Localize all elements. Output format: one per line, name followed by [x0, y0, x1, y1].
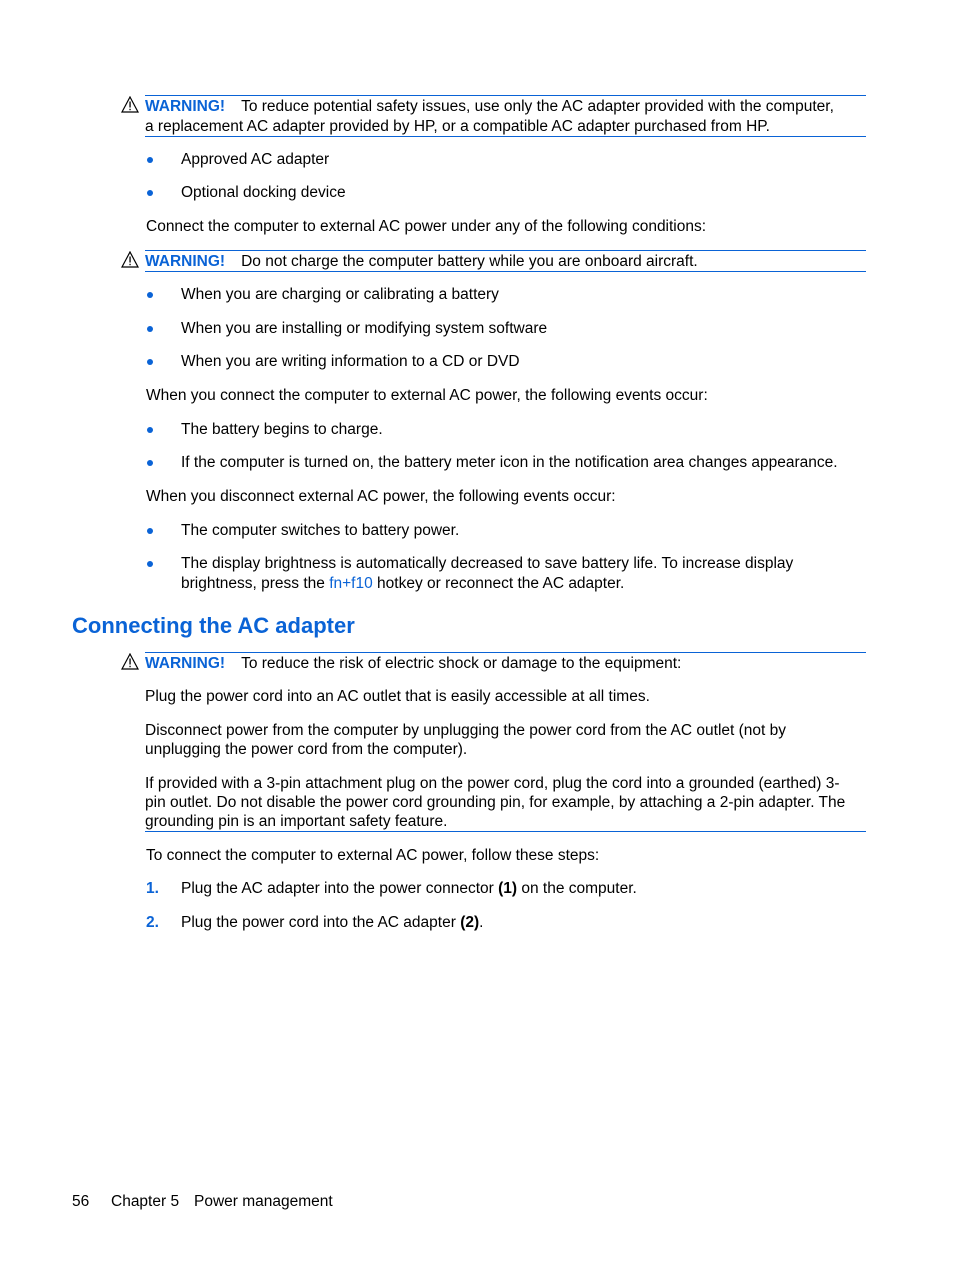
- step-item: [181, 913, 483, 933]
- warning-triangle-icon: [121, 96, 139, 113]
- warning-text: a replacement AC adapter provided by HP, or a compatible AC adapter purchased from HP.: [145, 118, 770, 135]
- bullet-icon: [147, 157, 153, 163]
- bullet-icon: [147, 359, 153, 365]
- warning-box-2: [145, 250, 866, 272]
- step-callout: (2): [460, 914, 480, 931]
- footer-chapter: Chapter 5: [111, 1193, 180, 1210]
- list-item: The battery begins to charge.: [181, 421, 383, 438]
- paragraph: To connect the computer to external AC power, follow these steps:: [146, 847, 600, 864]
- step-text: .: [479, 914, 484, 931]
- warning-paragraph: pin outlet. Do not disable the power cord grounding pin, for example, by attaching a 2-pin adapter. The: [145, 794, 846, 811]
- warning-box-3: [145, 652, 866, 832]
- section-heading: Connecting the AC adapter: [72, 613, 355, 638]
- warning-paragraph: Disconnect power from the computer by unplugging the power cord from the AC outlet (not by: [145, 722, 787, 739]
- list-item-continued: [181, 574, 624, 594]
- step-number: 1.: [146, 880, 159, 897]
- paragraph: When you connect the computer to external AC power, the following events occur:: [146, 387, 708, 404]
- list-item-text: hotkey or reconnect the AC adapter.: [372, 575, 625, 592]
- step-callout: (1): [498, 880, 518, 897]
- bullet-icon: [147, 561, 153, 567]
- bullet-icon: [147, 326, 153, 332]
- paragraph: When you disconnect external AC power, the following events occur:: [146, 488, 616, 505]
- list-item: When you are charging or calibrating a battery: [181, 286, 499, 303]
- warning-text: Do not charge the computer battery while you are onboard aircraft.: [241, 253, 698, 270]
- hotkey-link[interactable]: fn+f10: [329, 575, 373, 592]
- warning-paragraph: If provided with a 3-pin attachment plug on the power cord, plug the cord into a grounded (earthed) 3-: [145, 775, 840, 792]
- bullet-icon: [147, 190, 153, 196]
- page-number: 56: [72, 1193, 90, 1210]
- warning-paragraph: unplugging the power cord from the computer).: [145, 741, 468, 758]
- bullet-icon: [147, 427, 153, 433]
- warning-triangle-icon: [121, 251, 139, 268]
- bullet-icon: [147, 292, 153, 298]
- list-item-text: brightness, press the: [181, 575, 330, 592]
- list-item: If the computer is turned on, the battery meter icon in the notification area changes appearance.: [181, 454, 838, 471]
- footer-chapter-title: Power management: [194, 1193, 333, 1210]
- list-item: The display brightness is automatically decreased to save battery life. To increase display: [181, 555, 794, 572]
- bullet-icon: [147, 528, 153, 534]
- list-item: Optional docking device: [181, 184, 346, 201]
- step-text: on the computer.: [517, 880, 637, 897]
- warning-paragraph: Plug the power cord into an AC outlet that is easily accessible at all times.: [145, 688, 650, 705]
- list-item: The computer switches to battery power.: [181, 522, 460, 539]
- list-item: When you are installing or modifying system software: [181, 320, 548, 337]
- step-item: [181, 879, 637, 899]
- warning-text: To reduce potential safety issues, use only the AC adapter provided with the computer,: [241, 98, 834, 115]
- step-text: Plug the power cord into the AC adapter: [181, 914, 461, 931]
- warning-box-1: [145, 95, 866, 137]
- paragraph: Connect the computer to external AC power under any of the following conditions:: [146, 218, 707, 235]
- warning-paragraph: grounding pin is an important safety feature.: [145, 813, 448, 830]
- bullet-icon: [147, 460, 153, 466]
- warning-triangle-icon: [121, 653, 139, 670]
- list-item: Approved AC adapter: [181, 151, 330, 168]
- warning-label: WARNING!: [145, 655, 226, 672]
- step-number: 2.: [146, 914, 159, 931]
- warning-label: WARNING!: [145, 98, 226, 115]
- warning-text: To reduce the risk of electric shock or damage to the equipment:: [241, 655, 682, 672]
- warning-label: WARNING!: [145, 253, 226, 270]
- step-text: Plug the AC adapter into the power connector: [181, 880, 499, 897]
- list-item: When you are writing information to a CD or DVD: [181, 353, 520, 370]
